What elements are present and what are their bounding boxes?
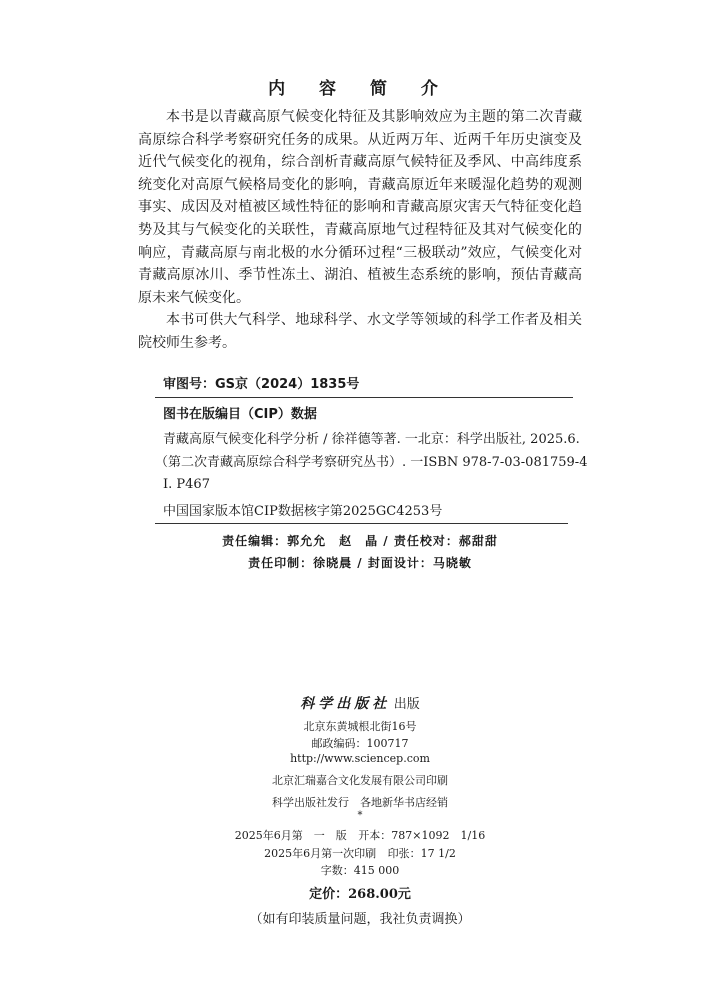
summary-paragraph-2: 本书可供大气科学、地球科学、水文学等领域的科学工作者及相关院校师生参考。	[138, 312, 582, 351]
editor-credits: 责任编辑：郭允允 赵 晶 / 责任校对：郝甜甜	[222, 534, 498, 548]
word-count: 字数：415 000	[320, 864, 400, 877]
quality-notice: （如有印装质量问题，我社负责调换）	[249, 912, 471, 927]
publisher-url: http://www.sciencep.com	[290, 752, 430, 765]
cip-record	[155, 429, 587, 497]
divider	[155, 523, 568, 524]
distribution-info: 科学出版社发行 各地新华书店经销	[272, 796, 448, 809]
cip-line: Ⅰ. P467	[163, 477, 210, 492]
publisher-line	[0, 693, 720, 713]
cip-header: 图书在版编目（CIP）数据	[163, 407, 317, 422]
printer-info: 北京汇瑞嘉合文化发展有限公司印刷	[272, 774, 448, 787]
printing-info: 2025年6月第一次印刷	[264, 847, 377, 860]
map-approval-number: 审图号：GS京（2024）1835号	[163, 377, 360, 392]
publisher-logo-name: 科学出版社	[300, 696, 391, 712]
price: 定价：268.00元	[309, 887, 411, 902]
publisher-address: 北京东黄城根北街16号	[303, 720, 417, 733]
summary-paragraph-1: 本书是以青藏高原气候变化特征及其影响效应为主题的第二次青藏高原综合科学考察研究任务的成果。从近两万年、近两千年历史演变及近代气候变化的视角，综合剖析青藏高原气候特征及季风、中高纬度系统变化对高原气候格局变化的影响，青藏高原近年来暖湿化趋势的观测事实、成因及对植被区域性特征的影响和青藏高原灾害天气特征变化趋势及其与气候变化的关联性，青藏高原地气过程特征及其对气候变化的响应，青藏高原与南北极的水分循环过程“三极联动”效应，气候变化对青藏高原冰川、季节性冻土、湖泊、植被生态系统的影响，预估青藏高原未来气候变化。	[138, 109, 582, 306]
production-credits: 责任印制：徐晓晨 / 封面设计：马晓敏	[248, 556, 472, 570]
format-info: 开本：787×1092 1/16	[358, 829, 486, 842]
printing-row	[0, 845, 720, 861]
edition-info: 2025年6月第 一 版	[234, 829, 347, 842]
divider	[155, 397, 573, 398]
cip-number: 中国国家版本馆CIP数据核字第2025GC4253号	[163, 504, 443, 519]
cip-line: 青藏高原气候变化科学分析 / 徐祥德等著. 一北京：科学出版社, 2025.6.	[163, 432, 580, 447]
publisher-postcode: 邮政编码：100717	[311, 737, 409, 750]
sheets-info: 印张：17 1/2	[387, 847, 456, 860]
publisher-suffix: 出版	[393, 697, 420, 712]
summary-text	[138, 106, 582, 355]
separator-star: *	[357, 810, 363, 821]
edition-row	[0, 827, 720, 843]
summary-title: 内 容 简 介	[268, 79, 452, 99]
cip-line: （第二次青藏高原综合科学考察研究丛书）. 一ISBN 978-7-03-081759-4	[155, 454, 588, 470]
